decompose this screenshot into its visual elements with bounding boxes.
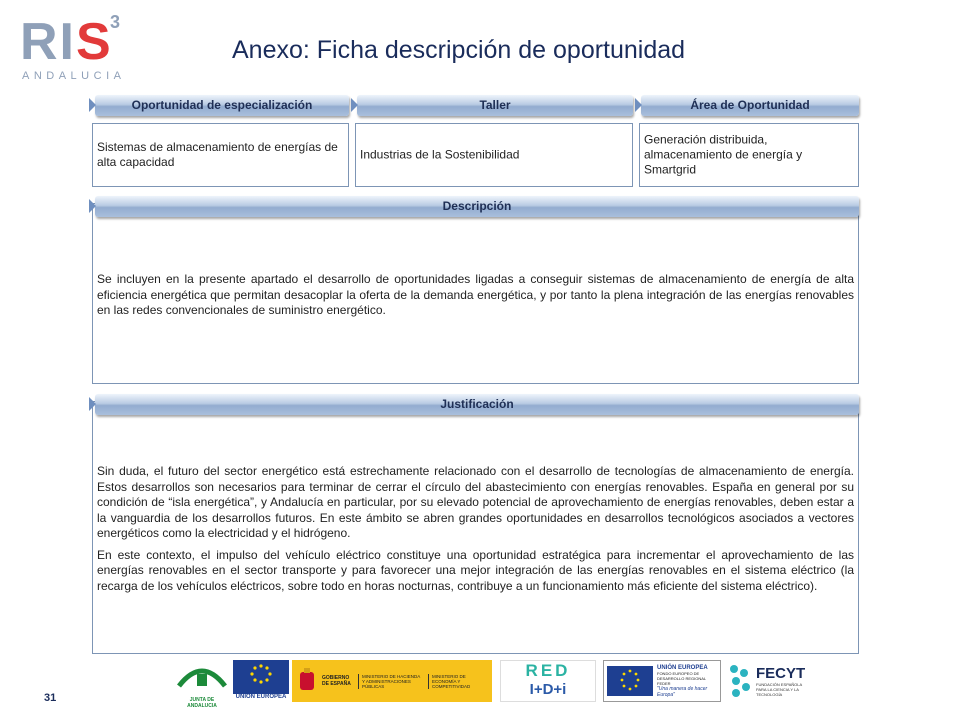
eu-flag-icon [607, 666, 653, 696]
spain-coat-of-arms-icon [296, 666, 318, 696]
oportunidad-text: Sistemas de almacenamiento de energías de alta capacidad [97, 140, 338, 169]
area-header: Área de Oportunidad [641, 95, 859, 116]
justificacion-paragraph-1: Sin duda, el futuro del sector energético está estrechamente relacionado con el desarrollo de tecnologías de almacenamiento de energía. Estos desarrollos son necesarios para terminar de cerrar el círculo del abastecimiento con energías renovables. España en general por su condición de “isla energética”, y Andalucía en particular, por su elevado potencial de aprovechamiento de energías renovables, deben estar a la vanguardia de los desarrollos futuros. En este ámbito se abren grandes oportunidades en desarrollos tecnológicos asociados a vectores energéticos como la electricidad y el hidrógeno. [97, 464, 854, 540]
area-text: Generación distribuida, almacenamiento de energía y Smartgrid [644, 132, 803, 177]
justificacion-box [92, 401, 859, 654]
logo-subtitle: ANDALUCIA [22, 70, 126, 82]
fecyt-logo: FECYT FUNDACIÓN ESPAÑOLA PARA LA CIENCIA Y LA TECNOLOGÍA [728, 660, 818, 702]
oportunidad-header: Oportunidad de especialización [95, 95, 349, 116]
logo-superscript: 3 [110, 12, 121, 32]
eu-flag-icon [233, 660, 289, 694]
justificacion-header: Justificación [95, 394, 859, 415]
ministerios-logo: GOBIERNO DE ESPAÑA MINISTERIO DE HACIENDA Y ADMINISTRACIONES PÚBLICAS MINISTERIO DE ECONOMÍA Y COMPETITIVIDAD [292, 660, 492, 702]
junta-emblem-icon [175, 660, 229, 692]
oportunidad-box [92, 123, 349, 187]
taller-header: Taller [357, 95, 633, 116]
logo-wordmark: RIS [20, 13, 113, 71]
taller-text: Industrias de la Sostenibilidad [360, 147, 520, 162]
descripcion-box [92, 203, 859, 384]
page-title: Anexo: Ficha descripción de oportunidad [232, 36, 686, 64]
ris3-logo [20, 12, 126, 84]
red-idi-logo: RED I+D+i [500, 660, 596, 702]
page-number: 31 [44, 692, 57, 704]
union-europea-logo-1: UNIÓN EUROPEA [233, 660, 289, 702]
descripcion-text: Se incluyen en la presente apartado el desarrollo de oportunidades ligadas a conseguir sistemas de almacenamiento de energía de alta eficiencia energética que permitan desacoplar la oferta de la demanda energética, y por tanto la plena integración de las energías renovables en las redes convencionales de suministro energético. [97, 272, 854, 317]
justificacion-paragraph-2: En este contexto, el impulso del vehículo eléctrico constituye una oportunidad estratégica para incrementar el aprovechamiento de las energías renovables en el sector transporte y para favorecer una mejor integración de las energías renovables en el sistema eléctrico (la recarga de los vehículos eléctricos, sobre todo en horas nocturnas, contribuye a un funcionamiento más eficiente del sistema eléctrico). [97, 547, 854, 593]
taller-box [355, 123, 633, 187]
junta-andalucia-logo: JUNTA DE ANDALUCIA [175, 660, 229, 702]
descripcion-header: Descripción [95, 196, 859, 217]
area-box [639, 123, 859, 187]
feder-logo: UNIÓN EUROPEA FONDO EUROPEO DE DESARROLLO REGIONAL FEDER "Una manera de hacer Europa" [603, 660, 721, 702]
fecyt-molecule-icon [728, 663, 752, 699]
